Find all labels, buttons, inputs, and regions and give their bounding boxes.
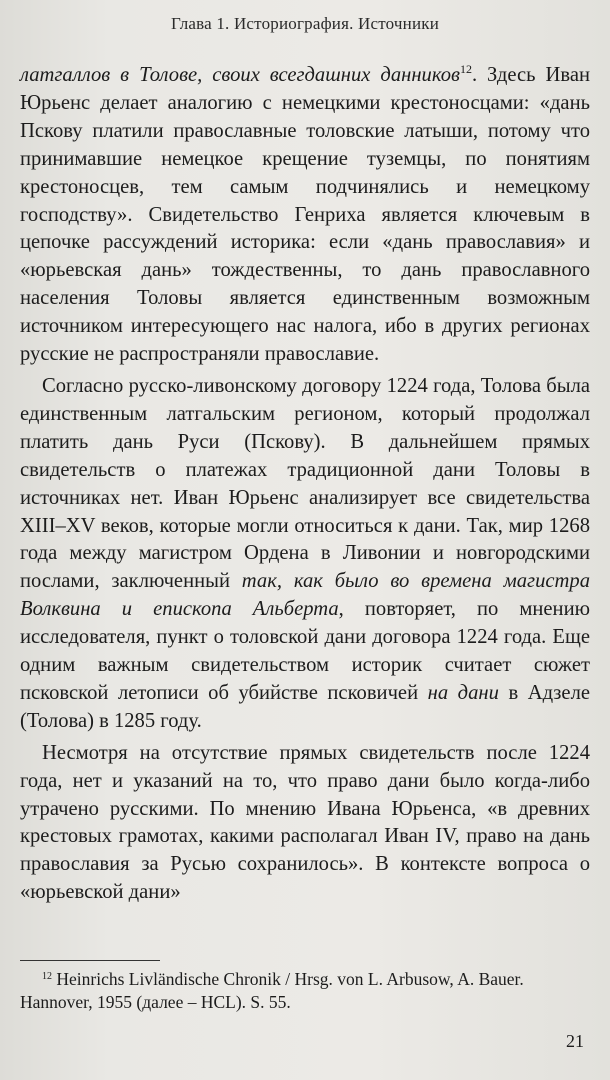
paragraph-1-text: . Здесь Иван Юрьенс делает аналогию с немецкими крестоносцами: «дань Пскову платили православные толовские латыши, потому что принимавшие немецкое крещение туземцы, по понятиям крестоносцев, тем самым подчинялись и немецкому господству». Свидетельство Генриха является ключевым в цепочке рассуждений историка: если «дань православия» и «юрьевская дань» тождественны, то дань православного населения Толовы является единственным возможным источником интересующего нас налога, ибо в других регионах русские не распространяли православие.	[20, 64, 590, 366]
footnote	[20, 968, 590, 1014]
footnote-text: Heinrichs Livländische Chronik / Hrsg. von L. Arbusow, A. Bauer. Hannover, 1955 (далее – HCL). S. 55.	[20, 969, 524, 1012]
footnote-divider	[20, 960, 160, 961]
paragraph-2	[20, 373, 590, 736]
paragraph-1	[20, 62, 590, 369]
italic-citation: латгаллов в Толове, своих всегдашних данников	[20, 64, 460, 86]
paragraph-2-text-b: , повторяет, по мнению исследователя, пункт о толовской дани договора 1224 года. Еще одним важным свидетельством историк считает сюжет псковской летописи об убийстве псковичей	[20, 598, 590, 704]
page-number: 21	[566, 1031, 584, 1051]
italic-quote-b: на дани	[427, 681, 499, 704]
paragraph-2-text-c: в Адзеле (Толова) в 1285 году.	[20, 681, 590, 732]
footnote-number: 12	[42, 971, 52, 982]
paragraph-3: Несмотря на отсутствие прямых свидетельств после 1224 года, нет и указаний на то, что право дани было когда-либо утрачено русскими. По мнению Ивана Юрьенса, «в древних крестовых грамотах, какими располагал Иван IV, право на дань православия за Русью сохранилось». В контексте вопроса о «юрьевской дани»	[20, 741, 590, 904]
paragraph-2-text-a: Согласно русско-ливонскому договору 1224 года, Толова была единственным латгальским регионом, который продолжал платить дань Руси (Пскову). В дальнейшем прямых свидетельств о платежах традиционной дани Толовы в источниках нет. Иван Юрьенс анализирует все свидетельства XIII–XV веков, которые могли относиться к дани. Так, мир 1268 года между магистром Ордена в Ливонии и новгородскими послами, заключенный	[20, 374, 590, 593]
main-text	[20, 62, 590, 907]
footnote-reference: 12	[459, 62, 472, 76]
running-header: Глава 1. Историография. Источники	[170, 14, 440, 33]
italic-quote-a: так, как было во времена магистра Волквина и епископа Альберта	[20, 570, 590, 621]
